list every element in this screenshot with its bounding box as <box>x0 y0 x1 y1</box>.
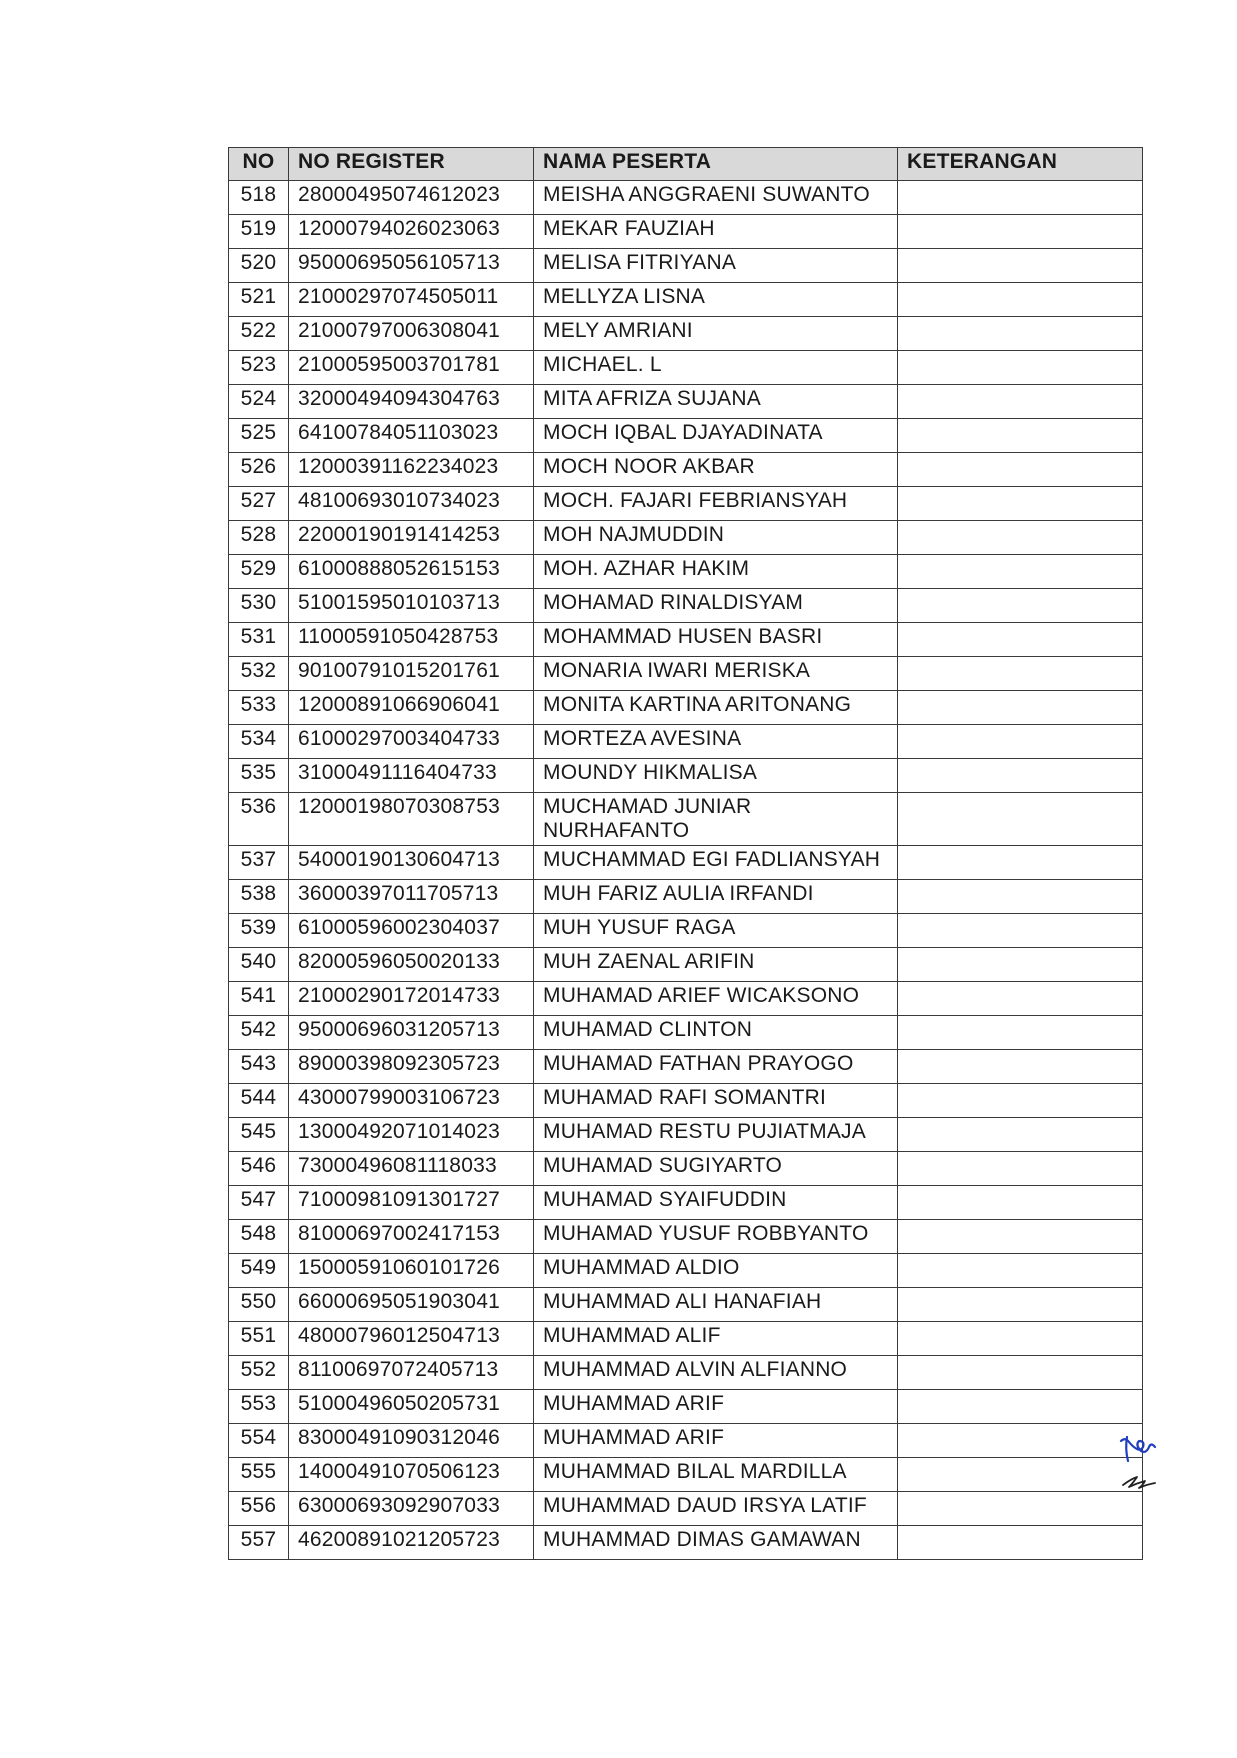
cell-no: 542 <box>229 1016 289 1050</box>
cell-keterangan <box>898 657 1143 691</box>
cell-register: 28000495074612023 <box>289 181 534 215</box>
cell-name: MUHAMMAD ALVIN ALFIANNO <box>534 1356 898 1390</box>
cell-keterangan <box>898 1118 1143 1152</box>
cell-name: MELY AMRIANI <box>534 317 898 351</box>
table-row <box>229 759 1143 793</box>
cell-no: 539 <box>229 914 289 948</box>
cell-keterangan <box>898 283 1143 317</box>
cell-register: 63000693092907033 <box>289 1492 534 1526</box>
cell-name: MUH ZAENAL ARIFIN <box>534 948 898 982</box>
cell-name: MUCHAMMAD EGI FADLIANSYAH <box>534 846 898 880</box>
signature-initials-mark <box>1115 1425 1185 1495</box>
cell-no: 551 <box>229 1322 289 1356</box>
cell-no: 528 <box>229 521 289 555</box>
cell-name: MOCH IQBAL DJAYADINATA <box>534 419 898 453</box>
cell-keterangan <box>898 453 1143 487</box>
table-body <box>229 181 1143 1560</box>
table-row <box>229 521 1143 555</box>
cell-name: MOUNDY HIKMALISA <box>534 759 898 793</box>
cell-name: MITA AFRIZA SUJANA <box>534 385 898 419</box>
cell-keterangan <box>898 725 1143 759</box>
cell-register: 51001595010103713 <box>289 589 534 623</box>
cell-keterangan <box>898 215 1143 249</box>
cell-keterangan <box>898 181 1143 215</box>
cell-register: 21000297074505011 <box>289 283 534 317</box>
cell-keterangan <box>898 419 1143 453</box>
cell-register: 81000697002417153 <box>289 1220 534 1254</box>
table-row <box>229 1254 1143 1288</box>
table-row <box>229 487 1143 521</box>
cell-no: 544 <box>229 1084 289 1118</box>
header-nama-peserta: NAMA PESERTA <box>534 148 898 181</box>
cell-keterangan <box>898 385 1143 419</box>
cell-no: 537 <box>229 846 289 880</box>
table-row <box>229 1526 1143 1560</box>
cell-register: 43000799003106723 <box>289 1084 534 1118</box>
table-header-row <box>229 148 1143 181</box>
cell-register: 21000290172014733 <box>289 982 534 1016</box>
table-row <box>229 1288 1143 1322</box>
cell-register: 61000596002304037 <box>289 914 534 948</box>
cell-keterangan <box>898 1152 1143 1186</box>
cell-register: 82000596050020133 <box>289 948 534 982</box>
table-row <box>229 1050 1143 1084</box>
cell-keterangan <box>898 1186 1143 1220</box>
cell-register: 81100697072405713 <box>289 1356 534 1390</box>
cell-keterangan <box>898 1016 1143 1050</box>
table-row <box>229 419 1143 453</box>
cell-name: MUHAMMAD ALIF <box>534 1322 898 1356</box>
table-row <box>229 1220 1143 1254</box>
cell-name: MOHAMAD RINALDISYAM <box>534 589 898 623</box>
cell-name: MUHAMMAD ALI HANAFIAH <box>534 1288 898 1322</box>
cell-no: 557 <box>229 1526 289 1560</box>
cell-no: 552 <box>229 1356 289 1390</box>
cell-keterangan <box>898 880 1143 914</box>
cell-register: 15000591060101726 <box>289 1254 534 1288</box>
cell-name: MEKAR FAUZIAH <box>534 215 898 249</box>
cell-keterangan <box>898 914 1143 948</box>
cell-keterangan <box>898 1050 1143 1084</box>
cell-no: 521 <box>229 283 289 317</box>
cell-keterangan <box>898 1084 1143 1118</box>
cell-register: 95000695056105713 <box>289 249 534 283</box>
cell-no: 538 <box>229 880 289 914</box>
cell-no: 530 <box>229 589 289 623</box>
cell-register: 46200891021205723 <box>289 1526 534 1560</box>
cell-keterangan <box>898 1356 1143 1390</box>
table-row <box>229 1322 1143 1356</box>
cell-name: MELISA FITRIYANA <box>534 249 898 283</box>
table-row <box>229 1356 1143 1390</box>
cell-name: MORTEZA AVESINA <box>534 725 898 759</box>
cell-no: 518 <box>229 181 289 215</box>
cell-register: 51000496050205731 <box>289 1390 534 1424</box>
cell-name: MUH FARIZ AULIA IRFANDI <box>534 880 898 914</box>
cell-keterangan <box>898 982 1143 1016</box>
cell-name: MONARIA IWARI MERISKA <box>534 657 898 691</box>
cell-register: 12000891066906041 <box>289 691 534 725</box>
cell-no: 549 <box>229 1254 289 1288</box>
table-row <box>229 1492 1143 1526</box>
cell-no: 532 <box>229 657 289 691</box>
cell-no: 523 <box>229 351 289 385</box>
cell-keterangan <box>898 521 1143 555</box>
cell-keterangan <box>898 846 1143 880</box>
table-row <box>229 453 1143 487</box>
cell-name: MUHAMAD RAFI SOMANTRI <box>534 1084 898 1118</box>
cell-keterangan <box>898 948 1143 982</box>
cell-name: MUHAMAD RESTU PUJIATMAJA <box>534 1118 898 1152</box>
cell-no: 555 <box>229 1458 289 1492</box>
cell-name: MUHAMAD ARIEF WICAKSONO <box>534 982 898 1016</box>
cell-no: 553 <box>229 1390 289 1424</box>
table-row <box>229 1186 1143 1220</box>
cell-no: 550 <box>229 1288 289 1322</box>
cell-no: 556 <box>229 1492 289 1526</box>
cell-register: 36000397011705713 <box>289 880 534 914</box>
cell-register: 14000491070506123 <box>289 1458 534 1492</box>
cell-name: MUHAMAD SYAIFUDDIN <box>534 1186 898 1220</box>
cell-keterangan <box>898 555 1143 589</box>
cell-keterangan <box>898 1390 1143 1424</box>
cell-name: MUCHAMAD JUNIAR NURHAFANTO <box>534 793 898 846</box>
cell-register: 32000494094304763 <box>289 385 534 419</box>
table-row <box>229 657 1143 691</box>
table-row <box>229 691 1143 725</box>
table-row <box>229 1458 1143 1492</box>
cell-register: 12000794026023063 <box>289 215 534 249</box>
table-row <box>229 1016 1143 1050</box>
cell-no: 541 <box>229 982 289 1016</box>
cell-keterangan <box>898 1220 1143 1254</box>
header-no-register: NO REGISTER <box>289 148 534 181</box>
cell-keterangan <box>898 793 1143 846</box>
table-row <box>229 1424 1143 1458</box>
cell-keterangan <box>898 1254 1143 1288</box>
cell-name: MOH NAJMUDDIN <box>534 521 898 555</box>
cell-register: 21000797006308041 <box>289 317 534 351</box>
cell-register: 31000491116404733 <box>289 759 534 793</box>
cell-name: MOCH NOOR AKBAR <box>534 453 898 487</box>
table-row <box>229 351 1143 385</box>
cell-no: 546 <box>229 1152 289 1186</box>
table-row <box>229 1390 1143 1424</box>
cell-no: 522 <box>229 317 289 351</box>
cell-keterangan <box>898 1424 1143 1458</box>
cell-keterangan <box>898 759 1143 793</box>
cell-register: 61000888052615153 <box>289 555 534 589</box>
cell-name: MEISHA ANGGRAENI SUWANTO <box>534 181 898 215</box>
table-row <box>229 1118 1143 1152</box>
cell-register: 61000297003404733 <box>289 725 534 759</box>
table-row <box>229 589 1143 623</box>
table-row <box>229 623 1143 657</box>
cell-keterangan <box>898 1322 1143 1356</box>
cell-no: 531 <box>229 623 289 657</box>
cell-register: 66000695051903041 <box>289 1288 534 1322</box>
cell-keterangan <box>898 589 1143 623</box>
cell-name: MUHAMAD SUGIYARTO <box>534 1152 898 1186</box>
cell-no: 548 <box>229 1220 289 1254</box>
cell-no: 545 <box>229 1118 289 1152</box>
cell-name: MELLYZA LISNA <box>534 283 898 317</box>
cell-no: 536 <box>229 793 289 846</box>
cell-register: 48100693010734023 <box>289 487 534 521</box>
cell-name: MUHAMMAD DAUD IRSYA LATIF <box>534 1492 898 1526</box>
cell-name: MOHAMMAD HUSEN BASRI <box>534 623 898 657</box>
cell-register: 22000190191414253 <box>289 521 534 555</box>
cell-name: MUHAMAD YUSUF ROBBYANTO <box>534 1220 898 1254</box>
table-row <box>229 215 1143 249</box>
cell-name: MUHAMMAD ARIF <box>534 1424 898 1458</box>
cell-register: 95000696031205713 <box>289 1016 534 1050</box>
header-no: NO <box>229 148 289 181</box>
cell-no: 526 <box>229 453 289 487</box>
table-row <box>229 555 1143 589</box>
cell-no: 524 <box>229 385 289 419</box>
cell-register: 83000491090312046 <box>289 1424 534 1458</box>
cell-register: 73000496081118033 <box>289 1152 534 1186</box>
cell-register: 11000591050428753 <box>289 623 534 657</box>
cell-register: 64100784051103023 <box>289 419 534 453</box>
cell-no: 533 <box>229 691 289 725</box>
cell-name: MUHAMMAD ALDIO <box>534 1254 898 1288</box>
cell-name: MUHAMAD CLINTON <box>534 1016 898 1050</box>
cell-name: MUHAMMAD ARIF <box>534 1390 898 1424</box>
cell-keterangan <box>898 1526 1143 1560</box>
table-row <box>229 1084 1143 1118</box>
cell-no: 535 <box>229 759 289 793</box>
cell-name: MOH. AZHAR HAKIM <box>534 555 898 589</box>
cell-name: MUHAMMAD DIMAS GAMAWAN <box>534 1526 898 1560</box>
table-row <box>229 948 1143 982</box>
cell-register: 71000981091301727 <box>289 1186 534 1220</box>
cell-name: MICHAEL. L <box>534 351 898 385</box>
cell-keterangan <box>898 1288 1143 1322</box>
cell-no: 534 <box>229 725 289 759</box>
cell-keterangan <box>898 249 1143 283</box>
cell-name: MUHAMMAD BILAL MARDILLA <box>534 1458 898 1492</box>
cell-name: MUHAMAD FATHAN PRAYOGO <box>534 1050 898 1084</box>
cell-register: 21000595003701781 <box>289 351 534 385</box>
cell-no: 547 <box>229 1186 289 1220</box>
cell-name: MOCH. FAJARI FEBRIANSYAH <box>534 487 898 521</box>
cell-register: 54000190130604713 <box>289 846 534 880</box>
cell-no: 525 <box>229 419 289 453</box>
cell-name: MUH YUSUF RAGA <box>534 914 898 948</box>
cell-register: 13000492071014023 <box>289 1118 534 1152</box>
cell-no: 520 <box>229 249 289 283</box>
cell-keterangan <box>898 487 1143 521</box>
table-row <box>229 846 1143 880</box>
cell-no: 540 <box>229 948 289 982</box>
cell-register: 12000198070308753 <box>289 793 534 846</box>
table-row <box>229 249 1143 283</box>
cell-register: 48000796012504713 <box>289 1322 534 1356</box>
table-row <box>229 725 1143 759</box>
participant-table <box>228 147 1143 1560</box>
table-row <box>229 1152 1143 1186</box>
cell-keterangan <box>898 1492 1143 1526</box>
cell-register: 90100791015201761 <box>289 657 534 691</box>
cell-keterangan <box>898 317 1143 351</box>
cell-name: MONITA KARTINA ARITONANG <box>534 691 898 725</box>
table-row <box>229 385 1143 419</box>
cell-no: 527 <box>229 487 289 521</box>
table-row <box>229 982 1143 1016</box>
cell-keterangan <box>898 691 1143 725</box>
table-row <box>229 181 1143 215</box>
table-row <box>229 283 1143 317</box>
table-row <box>229 317 1143 351</box>
cell-keterangan <box>898 1458 1143 1492</box>
table-row <box>229 793 1143 846</box>
table-row <box>229 914 1143 948</box>
cell-no: 529 <box>229 555 289 589</box>
cell-register: 12000391162234023 <box>289 453 534 487</box>
cell-keterangan <box>898 623 1143 657</box>
cell-register: 89000398092305723 <box>289 1050 534 1084</box>
cell-keterangan <box>898 351 1143 385</box>
cell-no: 543 <box>229 1050 289 1084</box>
header-keterangan: KETERANGAN <box>898 148 1143 181</box>
table-row <box>229 880 1143 914</box>
cell-no: 554 <box>229 1424 289 1458</box>
cell-no: 519 <box>229 215 289 249</box>
